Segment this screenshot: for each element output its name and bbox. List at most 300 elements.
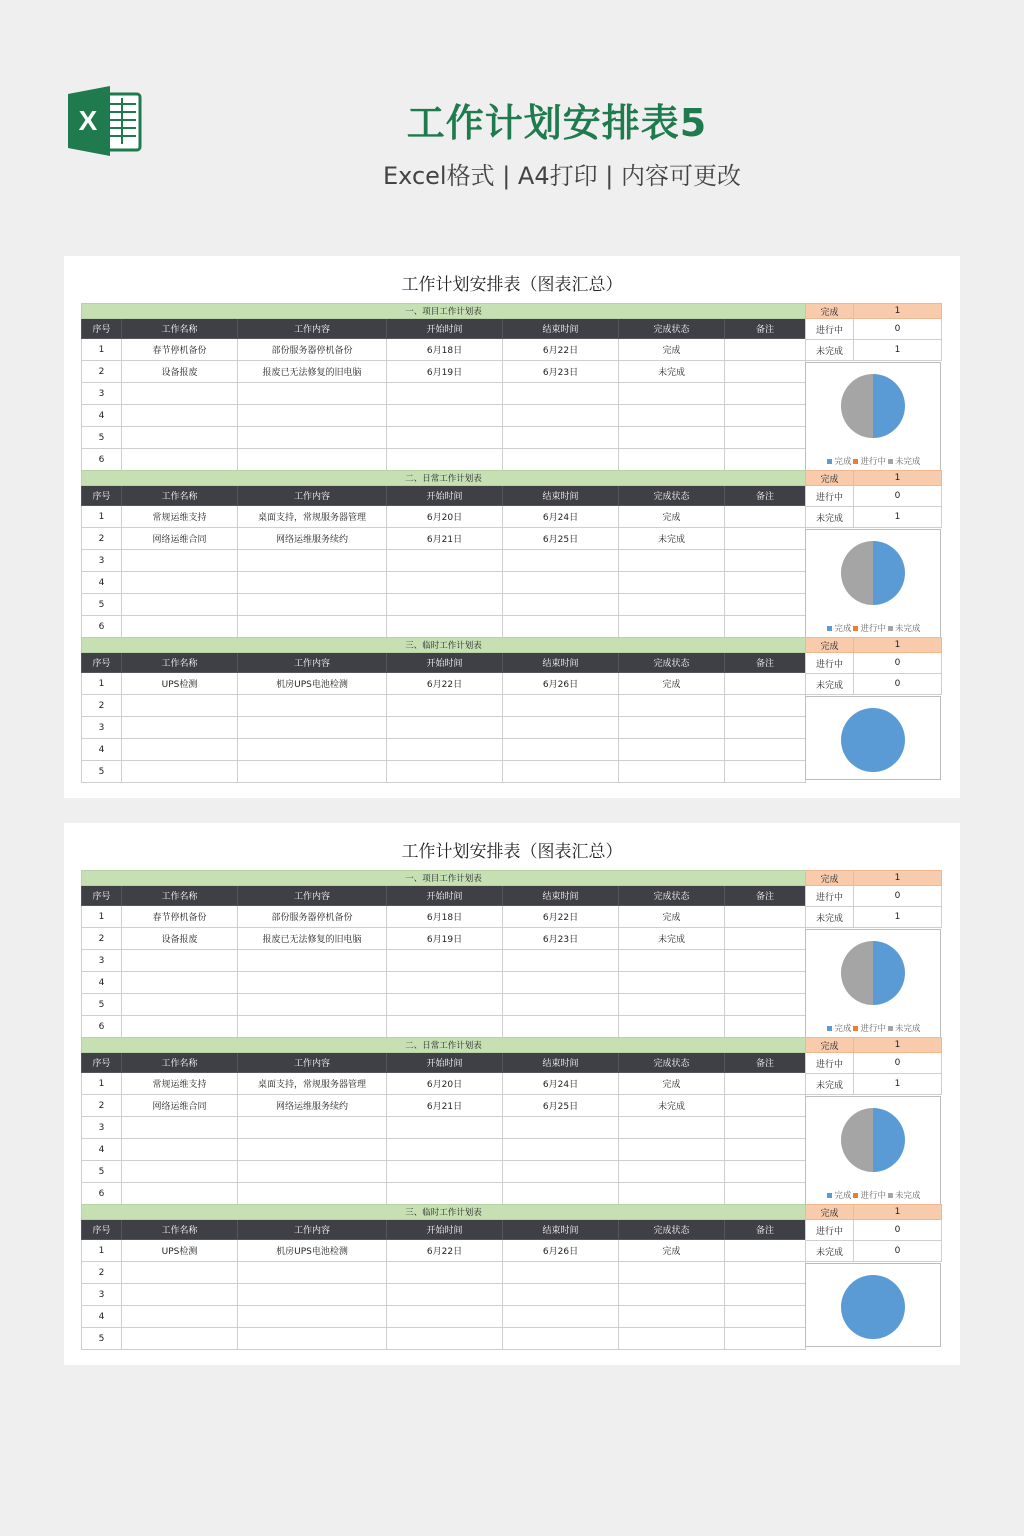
table-cell[interactable]: 6月24日 [503, 1073, 619, 1095]
table-cell[interactable] [238, 427, 387, 449]
table-cell[interactable] [503, 1016, 619, 1038]
table-cell[interactable]: 网络运维合同 [122, 528, 238, 550]
status-row [806, 886, 942, 907]
table-cell[interactable] [122, 1306, 238, 1328]
table-cell[interactable] [238, 1117, 387, 1139]
column-header: 工作内容 [238, 486, 387, 506]
table-cell[interactable] [619, 739, 725, 761]
table-cell[interactable] [503, 739, 619, 761]
table-cell[interactable] [619, 550, 725, 572]
table-cell[interactable]: 6月22日 [503, 906, 619, 928]
pie-chart-svg [806, 697, 940, 777]
table-cell[interactable] [619, 405, 725, 427]
table-cell[interactable]: 5 [82, 427, 122, 449]
status-summary [805, 637, 941, 780]
table-cell[interactable]: 4 [82, 572, 122, 594]
table-cell[interactable]: 6月23日 [503, 928, 619, 950]
column-header: 完成状态 [619, 486, 725, 506]
table-cell[interactable]: 6月25日 [503, 528, 619, 550]
table-cell[interactable] [725, 361, 806, 383]
table-cell[interactable] [238, 695, 387, 717]
table-cell[interactable]: UPS检测 [122, 1240, 238, 1262]
table-cell[interactable] [725, 594, 806, 616]
table-cell[interactable] [503, 950, 619, 972]
table-cell[interactable]: 1 [82, 673, 122, 695]
column-header: 结束时间 [503, 1053, 619, 1073]
table-cell[interactable]: 1 [82, 1073, 122, 1095]
pie-slice-done [873, 374, 905, 438]
table-cell[interactable] [503, 1328, 619, 1350]
table-cell[interactable] [238, 1016, 387, 1038]
table-cell[interactable]: 网络运维服务续约 [238, 1095, 387, 1117]
table-cell[interactable] [619, 1284, 725, 1306]
table-cell[interactable] [503, 427, 619, 449]
table-cell[interactable] [238, 950, 387, 972]
table-cell[interactable]: 未完成 [619, 1095, 725, 1117]
table-cell[interactable] [122, 550, 238, 572]
table-cell[interactable]: 完成 [619, 1073, 725, 1095]
table-cell[interactable] [122, 994, 238, 1016]
table-cell[interactable]: 4 [82, 405, 122, 427]
table-cell[interactable]: 2 [82, 695, 122, 717]
column-header: 开始时间 [387, 1220, 503, 1240]
table-cell[interactable] [238, 761, 387, 783]
table-cell[interactable]: 2 [82, 1095, 122, 1117]
table-cell[interactable]: 5 [82, 1328, 122, 1350]
table-cell[interactable] [238, 616, 387, 638]
table-cell[interactable] [387, 1161, 503, 1183]
table-cell[interactable] [122, 1139, 238, 1161]
table-cell[interactable] [725, 1306, 806, 1328]
pie-chart-svg [806, 530, 940, 610]
table-cell[interactable] [725, 950, 806, 972]
table-cell[interactable] [387, 695, 503, 717]
table-cell[interactable] [725, 339, 806, 361]
table-cell[interactable]: 3 [82, 383, 122, 405]
table-cell[interactable] [387, 572, 503, 594]
table-cell[interactable] [503, 405, 619, 427]
chart-legend [806, 455, 940, 467]
table-cell[interactable] [122, 405, 238, 427]
table-cell[interactable]: 机房UPS电池检测 [238, 1240, 387, 1262]
status-row [806, 907, 942, 928]
status-row [806, 653, 942, 674]
table-cell[interactable] [725, 906, 806, 928]
table-cell[interactable] [619, 449, 725, 471]
table-cell[interactable] [387, 383, 503, 405]
table-cell[interactable]: 6月22日 [387, 673, 503, 695]
chart-legend [806, 1022, 940, 1034]
table-cell[interactable] [122, 1016, 238, 1038]
table-cell[interactable] [122, 761, 238, 783]
table-cell[interactable] [725, 572, 806, 594]
table-cell[interactable] [503, 1161, 619, 1183]
table-cell[interactable] [238, 1139, 387, 1161]
table-cell[interactable]: 完成 [619, 673, 725, 695]
table-cell[interactable] [238, 594, 387, 616]
table-row [82, 383, 806, 405]
table-cell[interactable] [619, 427, 725, 449]
status-count: 0 [854, 886, 942, 907]
table-cell[interactable] [122, 1284, 238, 1306]
table-cell[interactable] [725, 506, 806, 528]
status-count: 1 [854, 638, 942, 653]
table-row [82, 405, 806, 427]
table-cell[interactable] [387, 717, 503, 739]
plan-table [81, 470, 806, 638]
table-cell[interactable] [387, 761, 503, 783]
table-cell[interactable]: 报废已无法修复的旧电脑 [238, 361, 387, 383]
legend-swatch [853, 1193, 858, 1198]
table-row [82, 717, 806, 739]
table-cell[interactable] [122, 739, 238, 761]
table-cell[interactable] [503, 383, 619, 405]
table-cell[interactable] [238, 1328, 387, 1350]
table-cell[interactable] [387, 1183, 503, 1205]
status-label: 进行中 [806, 1053, 854, 1074]
table-row [82, 1328, 806, 1350]
status-row [806, 1074, 942, 1095]
table-cell[interactable]: 6月26日 [503, 673, 619, 695]
legend-swatch [853, 1026, 858, 1031]
table-cell[interactable] [503, 1117, 619, 1139]
table-cell[interactable]: 5 [82, 994, 122, 1016]
table-cell[interactable] [503, 695, 619, 717]
status-row [806, 486, 942, 507]
table-cell[interactable] [619, 950, 725, 972]
table-cell[interactable] [122, 594, 238, 616]
table-cell[interactable] [503, 1139, 619, 1161]
table-cell[interactable] [238, 972, 387, 994]
section-title-row [82, 1205, 806, 1220]
table-cell[interactable]: 2 [82, 1262, 122, 1284]
table-cell[interactable] [387, 1328, 503, 1350]
table-row [82, 972, 806, 994]
table-cell[interactable] [619, 761, 725, 783]
table-row [82, 1240, 806, 1262]
table-cell[interactable]: 6月18日 [387, 339, 503, 361]
table-cell[interactable]: 网络运维服务续约 [238, 528, 387, 550]
status-count: 1 [854, 507, 942, 528]
table-cell[interactable]: 春节停机备份 [122, 906, 238, 928]
table-cell[interactable]: 设备报废 [122, 361, 238, 383]
pie-slice-done [873, 941, 905, 1005]
table-cell[interactable] [725, 928, 806, 950]
table-cell[interactable] [122, 449, 238, 471]
table-cell[interactable] [122, 427, 238, 449]
legend-label: 未完成 [895, 1191, 921, 1201]
table-cell[interactable] [619, 1183, 725, 1205]
table-cell[interactable]: 6月20日 [387, 506, 503, 528]
table-cell[interactable]: 6月20日 [387, 1073, 503, 1095]
section-title-row [82, 471, 806, 486]
table-row [82, 1016, 806, 1038]
column-header: 工作内容 [238, 319, 387, 339]
table-cell[interactable] [238, 383, 387, 405]
table-cell[interactable] [725, 1016, 806, 1038]
column-header: 工作名称 [122, 486, 238, 506]
table-cell[interactable]: UPS检测 [122, 673, 238, 695]
table-cell[interactable] [619, 695, 725, 717]
table-cell[interactable]: 3 [82, 550, 122, 572]
table-cell[interactable] [725, 427, 806, 449]
table-cell[interactable]: 6 [82, 1016, 122, 1038]
table-cell[interactable] [725, 449, 806, 471]
table-cell[interactable]: 网络运维合同 [122, 1095, 238, 1117]
table-cell[interactable] [503, 616, 619, 638]
table-cell[interactable] [503, 1284, 619, 1306]
table-cell[interactable]: 6月18日 [387, 906, 503, 928]
table-cell[interactable]: 桌面支持，常规服务器管理 [238, 1073, 387, 1095]
table-cell[interactable]: 未完成 [619, 928, 725, 950]
table-cell[interactable] [619, 572, 725, 594]
pie-chart-svg [806, 363, 940, 443]
table-cell[interactable]: 6月24日 [503, 506, 619, 528]
table-cell[interactable] [238, 994, 387, 1016]
table-cell[interactable]: 2 [82, 928, 122, 950]
table-cell[interactable] [238, 449, 387, 471]
table-cell[interactable] [238, 550, 387, 572]
table-cell[interactable] [387, 1016, 503, 1038]
table-cell[interactable] [387, 1284, 503, 1306]
table-cell[interactable]: 6月21日 [387, 1095, 503, 1117]
table-cell[interactable]: 1 [82, 339, 122, 361]
table-cell[interactable]: 完成 [619, 1240, 725, 1262]
table-cell[interactable] [725, 383, 806, 405]
table-cell[interactable] [387, 449, 503, 471]
status-label: 进行中 [806, 886, 854, 907]
table-cell[interactable] [122, 616, 238, 638]
table-cell[interactable] [238, 739, 387, 761]
table-cell[interactable] [619, 1139, 725, 1161]
table-cell[interactable]: 3 [82, 950, 122, 972]
table-cell[interactable] [387, 1262, 503, 1284]
status-count: 1 [854, 871, 942, 886]
table-cell[interactable]: 完成 [619, 506, 725, 528]
status-label: 未完成 [806, 340, 854, 361]
table-cell[interactable]: 部份服务器停机备份 [238, 906, 387, 928]
table-cell[interactable] [387, 427, 503, 449]
table-cell[interactable] [619, 994, 725, 1016]
table-cell[interactable] [503, 449, 619, 471]
table-cell[interactable]: 桌面支持，常规服务器管理 [238, 506, 387, 528]
table-cell[interactable] [619, 1306, 725, 1328]
table-cell[interactable] [725, 1073, 806, 1095]
logo-letter: X [78, 105, 98, 136]
table-cell[interactable]: 5 [82, 594, 122, 616]
table-header-row [82, 1220, 806, 1240]
table-cell[interactable]: 春节停机备份 [122, 339, 238, 361]
status-count: 0 [854, 674, 942, 695]
table-cell[interactable] [122, 717, 238, 739]
table-cell[interactable] [619, 717, 725, 739]
table-cell[interactable]: 6月21日 [387, 528, 503, 550]
legend-label: 进行中 [860, 1024, 886, 1034]
table-cell[interactable] [503, 761, 619, 783]
table-cell[interactable] [503, 550, 619, 572]
table-cell[interactable]: 6月19日 [387, 361, 503, 383]
table-cell[interactable] [725, 695, 806, 717]
table-cell[interactable]: 设备报废 [122, 928, 238, 950]
table-cell[interactable] [122, 1183, 238, 1205]
table-cell[interactable]: 未完成 [619, 361, 725, 383]
table-cell[interactable]: 6 [82, 616, 122, 638]
table-cell[interactable] [725, 528, 806, 550]
table-cell[interactable] [387, 594, 503, 616]
table-cell[interactable] [387, 616, 503, 638]
table-cell[interactable] [387, 550, 503, 572]
column-header: 工作名称 [122, 1053, 238, 1073]
table-cell[interactable] [725, 1139, 806, 1161]
table-cell[interactable]: 6月22日 [503, 339, 619, 361]
table-cell[interactable]: 3 [82, 1284, 122, 1306]
table-cell[interactable] [122, 1161, 238, 1183]
column-header: 开始时间 [387, 486, 503, 506]
table-cell[interactable]: 6月19日 [387, 928, 503, 950]
table-cell[interactable] [503, 994, 619, 1016]
table-cell[interactable] [387, 950, 503, 972]
table-cell[interactable] [725, 1161, 806, 1183]
column-header: 完成状态 [619, 319, 725, 339]
table-cell[interactable]: 4 [82, 1306, 122, 1328]
table-cell[interactable] [387, 1139, 503, 1161]
table-cell[interactable] [725, 1262, 806, 1284]
table-row [82, 1183, 806, 1205]
table-cell[interactable] [619, 1262, 725, 1284]
status-row [806, 507, 942, 528]
table-cell[interactable] [619, 1016, 725, 1038]
status-table [805, 303, 942, 361]
column-header: 序号 [82, 1220, 122, 1240]
table-cell[interactable]: 6月23日 [503, 361, 619, 383]
pie-chart-svg [806, 1097, 940, 1177]
table-cell[interactable]: 常规运维支持 [122, 506, 238, 528]
table-cell[interactable]: 6月25日 [503, 1095, 619, 1117]
table-cell[interactable] [122, 383, 238, 405]
table-cell[interactable] [619, 1117, 725, 1139]
table-cell[interactable] [503, 572, 619, 594]
table-cell[interactable]: 4 [82, 1139, 122, 1161]
table-cell[interactable]: 部份服务器停机备份 [238, 339, 387, 361]
table-cell[interactable] [725, 616, 806, 638]
table-cell[interactable] [238, 717, 387, 739]
table-cell[interactable]: 机房UPS电池检测 [238, 673, 387, 695]
table-cell[interactable] [238, 405, 387, 427]
table-cell[interactable] [238, 1183, 387, 1205]
table-cell[interactable]: 2 [82, 528, 122, 550]
table-cell[interactable]: 4 [82, 739, 122, 761]
column-header: 备注 [725, 486, 806, 506]
table-cell[interactable] [122, 972, 238, 994]
table-cell[interactable] [725, 405, 806, 427]
table-cell[interactable] [725, 1328, 806, 1350]
table-cell[interactable] [387, 1117, 503, 1139]
table-cell[interactable] [725, 1095, 806, 1117]
table-cell[interactable]: 未完成 [619, 528, 725, 550]
table-cell[interactable] [725, 717, 806, 739]
table-row [82, 906, 806, 928]
table-cell[interactable] [387, 994, 503, 1016]
table-cell[interactable] [725, 1117, 806, 1139]
table-cell[interactable]: 3 [82, 717, 122, 739]
table-cell[interactable] [238, 1306, 387, 1328]
table-cell[interactable]: 1 [82, 506, 122, 528]
table-cell[interactable] [725, 550, 806, 572]
table-cell[interactable] [619, 972, 725, 994]
legend-swatch [827, 1026, 832, 1031]
table-cell[interactable]: 2 [82, 361, 122, 383]
legend-label: 进行中 [860, 457, 886, 467]
table-cell[interactable] [122, 1328, 238, 1350]
table-cell[interactable] [387, 1306, 503, 1328]
table-cell[interactable] [725, 972, 806, 994]
table-cell[interactable] [619, 1328, 725, 1350]
table-cell[interactable] [619, 1161, 725, 1183]
table-cell[interactable] [503, 1262, 619, 1284]
table-cell[interactable] [122, 1117, 238, 1139]
table-cell[interactable] [387, 405, 503, 427]
column-header: 工作内容 [238, 886, 387, 906]
table-cell[interactable] [619, 383, 725, 405]
table-cell[interactable] [503, 594, 619, 616]
table-cell[interactable] [619, 616, 725, 638]
table-cell[interactable] [238, 1161, 387, 1183]
table-cell[interactable]: 报废已无法修复的旧电脑 [238, 928, 387, 950]
table-cell[interactable] [725, 1284, 806, 1306]
table-cell[interactable] [503, 1306, 619, 1328]
table-cell[interactable] [238, 572, 387, 594]
table-cell[interactable] [725, 1240, 806, 1262]
table-cell[interactable]: 6 [82, 1183, 122, 1205]
table-cell[interactable] [387, 739, 503, 761]
table-cell[interactable] [122, 1262, 238, 1284]
table-cell[interactable] [122, 950, 238, 972]
table-cell[interactable]: 6 [82, 449, 122, 471]
table-cell[interactable] [503, 717, 619, 739]
table-row [82, 506, 806, 528]
table-cell[interactable] [122, 572, 238, 594]
table-cell[interactable] [238, 1284, 387, 1306]
sheet-preview-1 [64, 256, 960, 798]
table-cell[interactable] [503, 1183, 619, 1205]
table-cell[interactable]: 5 [82, 761, 122, 783]
table-cell[interactable]: 6月26日 [503, 1240, 619, 1262]
table-cell[interactable]: 完成 [619, 906, 725, 928]
pie-slice-undone [841, 374, 873, 438]
table-cell[interactable]: 完成 [619, 339, 725, 361]
table-cell[interactable] [725, 1183, 806, 1205]
table-cell[interactable] [238, 1262, 387, 1284]
column-header: 开始时间 [387, 319, 503, 339]
table-cell[interactable]: 1 [82, 1240, 122, 1262]
table-cell[interactable] [725, 994, 806, 1016]
table-cell[interactable]: 常规运维支持 [122, 1073, 238, 1095]
table-cell[interactable]: 5 [82, 1161, 122, 1183]
table-cell[interactable]: 3 [82, 1117, 122, 1139]
table-cell[interactable] [725, 761, 806, 783]
column-header: 结束时间 [503, 319, 619, 339]
table-cell[interactable]: 6月22日 [387, 1240, 503, 1262]
table-cell[interactable] [503, 972, 619, 994]
table-cell[interactable]: 4 [82, 972, 122, 994]
table-cell[interactable] [387, 972, 503, 994]
table-cell[interactable] [725, 673, 806, 695]
table-cell[interactable] [725, 739, 806, 761]
table-cell[interactable] [122, 695, 238, 717]
table-cell[interactable]: 1 [82, 906, 122, 928]
table-cell[interactable] [619, 594, 725, 616]
status-row [806, 319, 942, 340]
